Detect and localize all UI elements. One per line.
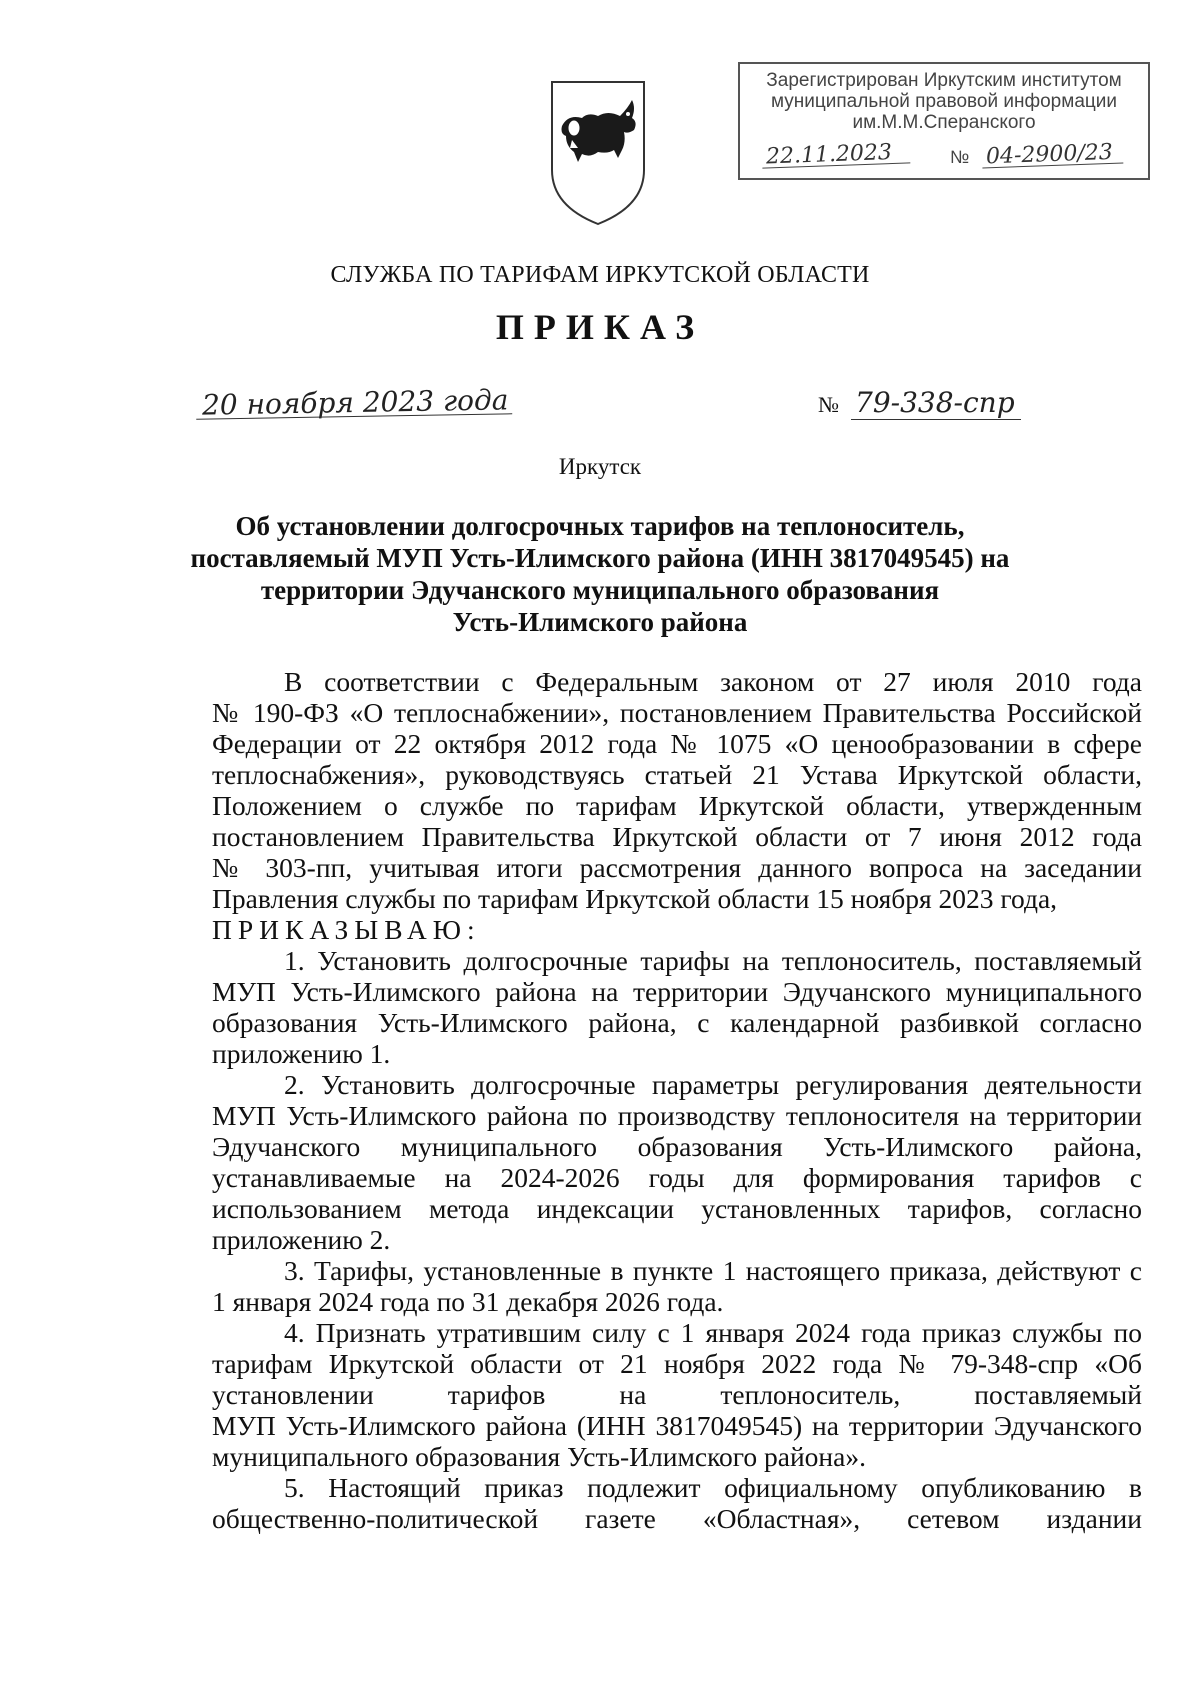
body-line: Правления службы по тарифам Иркутской области 15 ноября 2023 года,: [212, 883, 1058, 914]
body-line: теплоснабжения», руководствуясь статьей 21 Устава Иркутской области,: [212, 759, 1142, 790]
order-item-3: [212, 1255, 1142, 1317]
heading-line: Об установлении долгосрочных тарифов на теплоноситель,: [235, 511, 965, 541]
body-line: В соответствии с Федеральным законом от 27 июля 2010 года: [284, 666, 1142, 697]
order-item-1: [212, 945, 1142, 1069]
body-line: МУП Усть-Илимского района на территории Эдучанского муниципального: [212, 976, 1142, 1007]
stamp-handwritten-row: [750, 136, 1138, 170]
body-line: № 303-пп, учитывая итоги рассмотрения данного вопроса на заседании: [212, 852, 1142, 883]
body-line: Эдучанского муниципального образования Усть-Илимского района,: [212, 1131, 1142, 1162]
order-number: [818, 386, 1021, 420]
organization-name: СЛУЖБА ПО ТАРИФАМ ИРКУТСКОЙ ОБЛАСТИ: [330, 262, 870, 288]
order-body: [212, 666, 1142, 1534]
heading-line: поставляемый МУП Усть-Илимского района (ИНН 3817049545) на: [190, 543, 1010, 573]
body-line: общественно-политической газете «Областная», сетевом издании: [212, 1503, 1142, 1534]
stamp-line: муниципальной правовой информации: [771, 91, 1117, 112]
order-number-mark: №: [818, 392, 839, 417]
body-line: приложению 1.: [212, 1038, 391, 1069]
body-line: 4. Признать утратившим силу с 1 января 2024 года приказ службы по: [284, 1317, 1142, 1348]
city-name: Иркутск: [558, 454, 642, 479]
body-line: использованием метода индексации установленных тарифов, согласно: [212, 1193, 1142, 1224]
order-number-value: 79-338-спр: [851, 386, 1021, 420]
order-heading: [150, 510, 1050, 638]
coat-of-arms-icon: [548, 78, 648, 228]
order-item-5: [212, 1472, 1142, 1534]
body-line: 1 января 2024 года по 31 декабря 2026 года.: [212, 1286, 724, 1317]
body-line: муниципального образования Усть-Илимского района».: [212, 1441, 866, 1472]
heading-line: Усть-Илимского района: [452, 607, 748, 637]
document-type-title: ПРИКАЗ: [495, 307, 705, 347]
body-line: МУП Усть-Илимского района (ИНН 3817049545) на территории Эдучанского: [212, 1410, 1142, 1441]
order-date-text: 20 ноября 2023 года: [201, 383, 509, 422]
heading-line: территории Эдучанского муниципального образования: [260, 575, 940, 605]
body-line: 3. Тарифы, установленные в пункте 1 настоящего приказа, действуют с: [284, 1255, 1142, 1286]
body-line: тарифам Иркутской области от 21 ноября 2022 года № 79-348-спр «Об: [212, 1348, 1142, 1379]
body-line: Положением о службе по тарифам Иркутской области, утвержденным: [212, 790, 1142, 821]
stamp-number-mark: №: [950, 147, 970, 167]
body-line: установлении тарифов на теплоноситель, поставляемый: [212, 1379, 1142, 1410]
order-word: ПРИКАЗЫВАЮ:: [212, 914, 481, 945]
order-date-handwritten: [202, 383, 509, 421]
body-line: приложению 2.: [212, 1224, 391, 1255]
body-line: 1. Установить долгосрочные тарифы на теплоноситель, поставляемый: [284, 945, 1142, 976]
body-line: № 190-ФЗ «О теплоснабжении», постановлением Правительства Российской: [212, 697, 1142, 728]
preamble-paragraph: [212, 666, 1142, 945]
body-line: Федерации от 22 октября 2012 года № 1075 «О ценообразовании в сфере: [212, 728, 1142, 759]
stamp-line: им.М.М.Сперанского: [852, 112, 1036, 133]
stamp-reg-number: 04-2900/23: [982, 142, 1124, 169]
body-line: образования Усть-Илимского района, с календарной разбивкой согласно: [212, 1007, 1142, 1038]
body-line: устанавливаемые на 2024-2026 годы для формирования тарифов с: [212, 1162, 1142, 1193]
body-line: 2. Установить долгосрочные параметры регулирования деятельности: [284, 1069, 1142, 1100]
body-line: постановлением Правительства Иркутской области от 7 июня 2012 года: [212, 821, 1142, 852]
stamp-line: Зарегистрирован Иркутским институтом: [766, 70, 1122, 91]
order-item-4: [212, 1317, 1142, 1472]
order-item-2: [212, 1069, 1142, 1255]
body-line: МУП Усть-Илимского района по производству теплоносителя на территории: [212, 1100, 1142, 1131]
body-line: 5. Настоящий приказ подлежит официальному опубликованию в: [284, 1472, 1142, 1503]
registration-stamp: [738, 62, 1150, 180]
stamp-reg-date: 22.11.2023: [762, 141, 911, 168]
